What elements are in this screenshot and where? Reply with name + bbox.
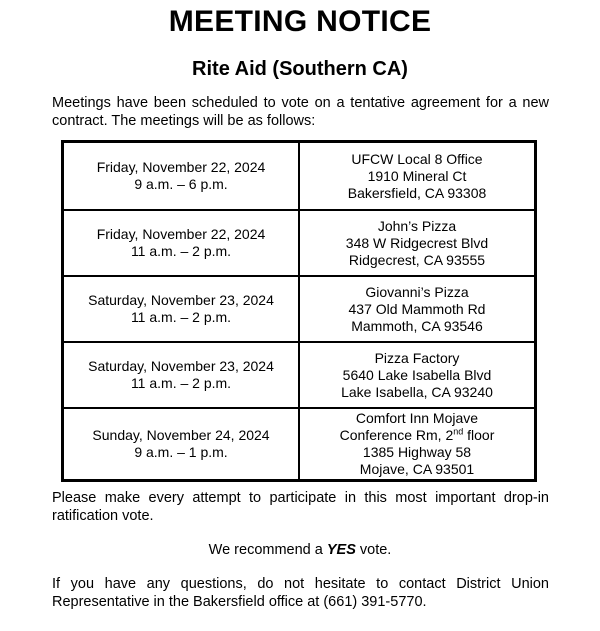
- location-street: 5640 Lake Isabella Blvd: [342, 366, 492, 383]
- recommend-post: vote.: [355, 542, 392, 558]
- table-row: [64, 143, 534, 209]
- meeting-time: 9 a.m. – 6 p.m.: [134, 176, 228, 192]
- location-street: 437 Old Mammoth Rd: [348, 300, 486, 317]
- table-row: [64, 341, 534, 407]
- intro-paragraph: Meetings have been scheduled to vote on a tentative agreement for a new contract. The meetings will be as follows:: [52, 95, 549, 129]
- location-name: Comfort Inn Mojave: [355, 410, 479, 426]
- table-row: [64, 275, 534, 341]
- location-name: Giovanni’s Pizza: [365, 283, 469, 300]
- meeting-time: 11 a.m. – 2 p.m.: [130, 243, 232, 259]
- location-city: Bakersfield, CA 93308: [347, 184, 487, 201]
- location-name: John’s Pizza: [377, 217, 457, 234]
- meeting-date: Friday, November 22, 2024: [96, 159, 266, 175]
- meeting-date: Saturday, November 23, 2024: [88, 358, 274, 374]
- meeting-time: 9 a.m. – 1 p.m.: [134, 444, 228, 460]
- meeting-location-cell: [300, 143, 534, 209]
- recommendation-line: [0, 541, 600, 559]
- location-room-pre: Conference Rm, 2: [339, 427, 454, 443]
- location-room-ordinal: nd: [453, 426, 464, 437]
- table-row: [64, 209, 534, 275]
- meeting-when-cell: [64, 211, 300, 275]
- meeting-time: 11 a.m. – 2 p.m.: [130, 375, 232, 391]
- meeting-location-cell: [300, 409, 534, 479]
- location-street: 348 W Ridgecrest Blvd: [345, 234, 489, 251]
- meeting-schedule-table: [61, 140, 537, 482]
- contact-paragraph: If you have any questions, do not hesitate to contact District Union Representative in the Bakersfield office at (661) 391-5770.: [52, 576, 549, 610]
- location-name: UFCW Local 8 Office: [351, 150, 483, 167]
- table-row: [64, 407, 534, 479]
- location-room: [340, 427, 495, 444]
- location-city: Ridgecrest, CA 93555: [348, 251, 486, 268]
- meeting-when-cell: [64, 343, 300, 407]
- location-city: Lake Isabella, CA 93240: [341, 383, 493, 400]
- meeting-date: Sunday, November 24, 2024: [92, 427, 270, 443]
- meeting-location-cell: [300, 277, 534, 341]
- location-city: Mammoth, CA 93546: [351, 317, 483, 334]
- page-subtitle: Rite Aid (Southern CA): [192, 58, 408, 80]
- location-room-post: floor: [463, 427, 495, 443]
- meeting-date: Saturday, November 23, 2024: [88, 292, 274, 308]
- meeting-when-cell: [64, 409, 300, 479]
- recommend-pre: We recommend a: [208, 542, 327, 558]
- location-street: 1385 Highway 58: [362, 444, 472, 460]
- meeting-time: 11 a.m. – 2 p.m.: [130, 309, 232, 325]
- location-city: Mojave, CA 93501: [359, 461, 475, 477]
- meeting-date: Friday, November 22, 2024: [96, 226, 266, 242]
- location-street: 1910 Mineral Ct: [367, 167, 467, 184]
- page-title: MEETING NOTICE: [168, 5, 432, 38]
- recommend-yes: YES: [326, 542, 356, 558]
- meeting-location-cell: [300, 211, 534, 275]
- meeting-when-cell: [64, 277, 300, 341]
- location-name: Pizza Factory: [374, 349, 460, 366]
- closing-paragraph: Please make every attempt to participate in this most important drop-in ratification vote.: [52, 490, 549, 524]
- meeting-when-cell: [64, 143, 300, 209]
- meeting-location-cell: [300, 343, 534, 407]
